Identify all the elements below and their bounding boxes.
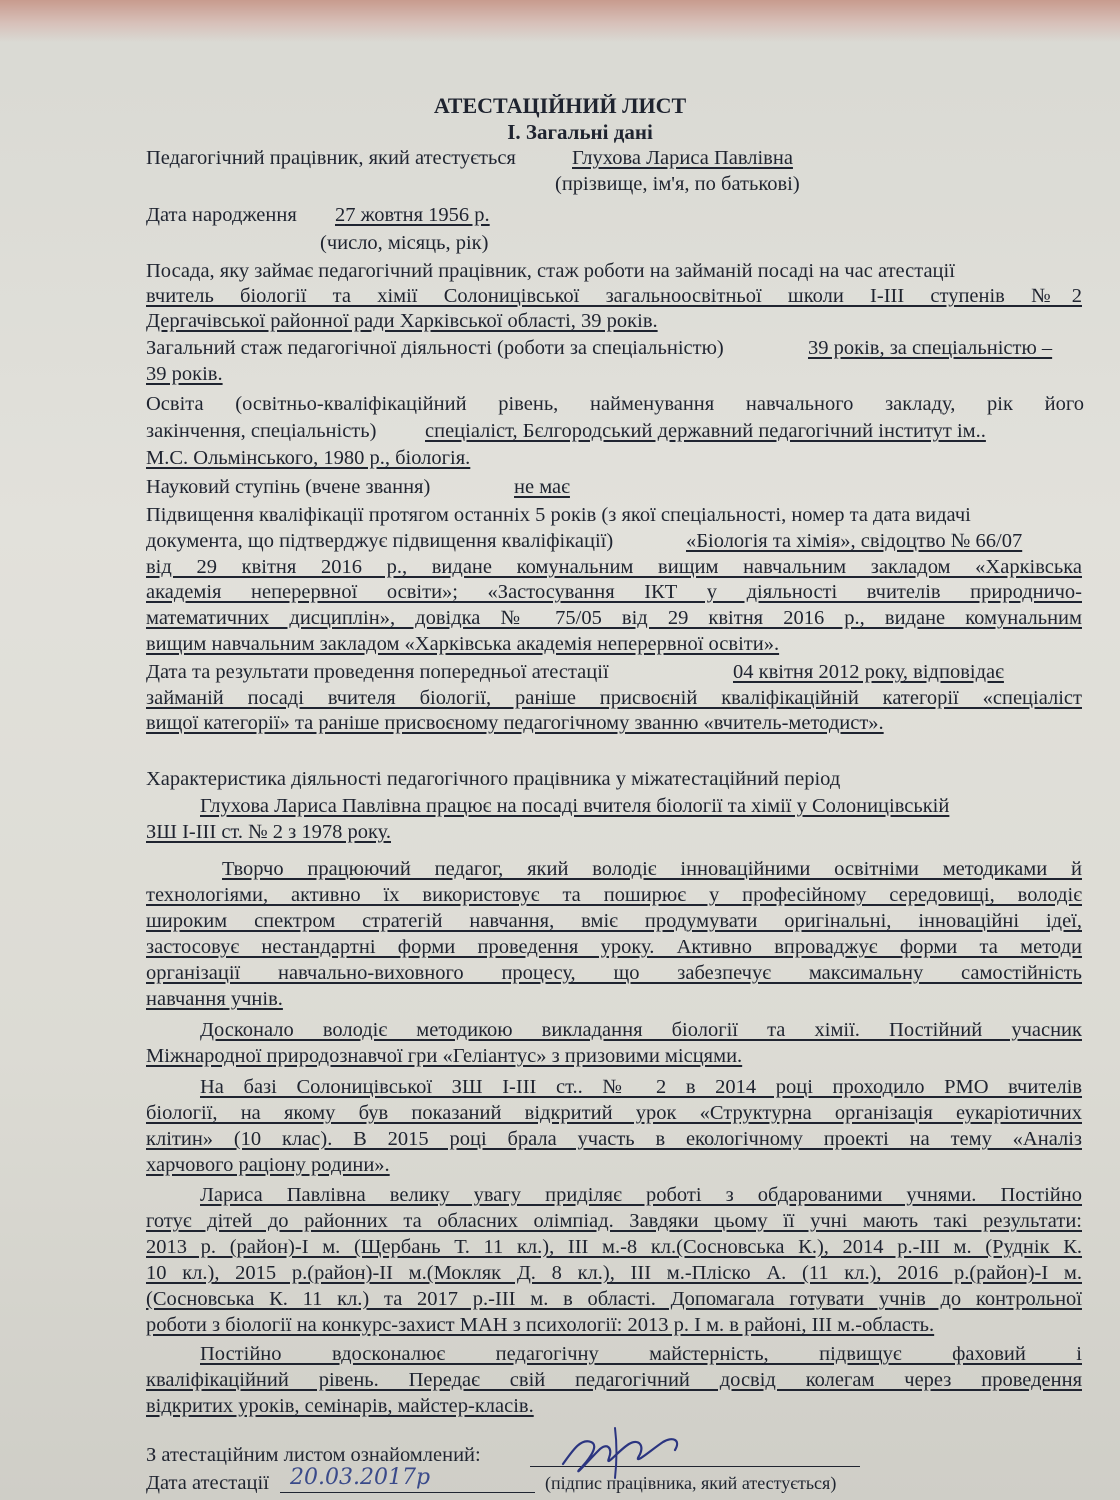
training-line-5: математичних дисциплін», довідка № 75/05 від 29 квітня 2016 р., видане комунальним [146, 607, 1082, 629]
characteristic-p1-line-2: ЗШ І-ІІІ ст. № 2 з 1978 року. [146, 821, 391, 843]
characteristic-p2-line-3: широким спектром стратегій навчання, вміє продумувати оригінальні, інноваційні ідеї, [146, 910, 1082, 932]
education-value-2: М.С. Ольмінського, 1980 р., біологія. [146, 447, 471, 469]
acknowledged-label: З атестаційним листом ознайомлений: [146, 1444, 481, 1466]
worker-name: Глухова Лариса Павлівна [572, 147, 793, 169]
characteristic-p6-line-1: Постійно вдосконалює педагогічну майстерність, підвищує фаховий і [200, 1343, 1082, 1365]
worker-label: Педагогічний працівник, який атестується [146, 147, 516, 169]
prev-attestation-date: 04 квітня 2012 року, відповідає [733, 661, 1004, 683]
signature-hint: (підпис працівника, який атестується) [545, 1473, 837, 1493]
experience-value-2: 39 років. [146, 363, 223, 385]
characteristic-p2-line-4: застосовує нестандартні форми проведення уроку. Активно впроваджує форми та методи [146, 936, 1082, 958]
characteristic-p6-line-2: кваліфікаційний рівень. Передає свій педагогічний досвід колегам через проведення [146, 1369, 1082, 1391]
training-line-2a: документа, що підтверджує підвищення кваліфікації) [146, 530, 614, 552]
characteristic-p5-line-3: 2013 р. (район)-І м. (Щербань Т. 11 кл.), ІІІ м.-8 кл.(Сосновська К.), 2014 р.-ІІІ м. (Руднік К. [146, 1236, 1082, 1258]
document-title: АТЕСТАЦІЙНИЙ ЛИСТ [433, 93, 687, 118]
section-heading: І. Загальні дані [507, 120, 653, 144]
birth-value: 27 жовтня 1956 р. [335, 204, 490, 226]
characteristic-p6-line-3: відкритих уроків, семінарів, майстер-класів. [146, 1395, 534, 1417]
characteristic-p4-line-4: харчового раціону родини». [146, 1154, 390, 1176]
characteristic-p3-line-2: Міжнародної природознавчої гри «Геліантус» з призовими місцями. [146, 1045, 743, 1067]
training-line-1: Підвищення кваліфікації протягом останніх 5 років (з якої спеціальності, номер та дата видачі [146, 504, 971, 526]
date-line [280, 1492, 535, 1493]
prev-attestation-label: Дата та результати проведення попередньої атестації [146, 661, 609, 683]
position-value-1: вчитель біології та хімії Солоницівської загальноосвітньої школи І-ІІІ ступенів №2 [146, 285, 1082, 307]
degree-value: не має [514, 476, 570, 498]
education-label-2: закінчення, спеціальність) [146, 420, 377, 442]
characteristic-p2-line-6: навчання учнів. [146, 988, 283, 1010]
attestation-date-value: 20.03.2017р [290, 1465, 431, 1490]
birth-label: Дата народження [146, 204, 297, 226]
training-line-3: від 29 квітня 2016 р., видане комунальним вищим навчальним закладом «Харківська [146, 556, 1082, 578]
characteristic-p4-line-1: На базі Солоницівської ЗШ І-ІІІ ст.. № 2 в 2014 році проходило РМО вчителів [200, 1076, 1082, 1098]
characteristic-p5-line-1: Лариса Павлівна велику увагу приділяє роботі з обдарованими учнями. Постійно [200, 1184, 1082, 1206]
attestation-date-label: Дата атестації [146, 1472, 269, 1494]
degree-label: Науковий ступінь (вчене звання) [146, 476, 431, 498]
background-strip [0, 0, 1120, 42]
characteristic-p4-line-2: біології, на якому був показаний відкритий урок «Структурна організація еукаріотичних [146, 1102, 1082, 1124]
characteristic-p3-line-1: Досконало володіє методикою викладання біології та хімії. Постійний учасник [200, 1019, 1082, 1041]
characteristic-p2-line-2: технологіями, активно їх використовує та поширює у професійному середовищі, володіє [146, 884, 1082, 906]
characteristic-heading: Характеристика діяльності педагогічного працівника у міжатестаційний період [146, 768, 841, 790]
characteristic-p1-line-1: Глухова Лариса Павлівна працює на посаді вчителя біології та хімії у Солоницівській [200, 795, 950, 817]
prev-attestation-line-2: займаній посаді вчителя біології, раніше присвоєній кваліфікаційній категорії «спеціаліст [146, 687, 1082, 709]
prev-attestation-line-3: вищої категорії» та раніше присвоєному педагогічному званню «вчитель-методист». [146, 712, 884, 734]
position-value-2: Дергачівської районної ради Харківської області, 39 років. [146, 310, 658, 332]
education-label-1: Освіта (освітньо-кваліфікаційний рівень, найменування навчального закладу, рік його [146, 393, 1084, 415]
characteristic-p4-line-3: клітин» (10 клас). В 2015 році брала участь в екологічному проекті на тему «Аналіз [146, 1128, 1082, 1150]
characteristic-p2-line-5: організації навчально-виховного процесу, що забезпечує максимальну самостійність [146, 962, 1082, 984]
worker-hint: (прізвище, ім'я, по батькові) [555, 173, 800, 195]
characteristic-p2-line-1: Творчо працюючий педагог, який володіє інноваційними освітніми методиками й [222, 858, 1082, 880]
characteristic-p5-line-6: роботи з біології на конкурс-захист МАН з психології: 2013 р. І м. в районі, ІІІ м.-область. [146, 1314, 935, 1336]
education-value-1: спеціаліст, Бєлгородський державний педагогічний інститут ім.. [425, 420, 986, 442]
experience-value-1: 39 років, за спеціальністю – [808, 337, 1053, 359]
experience-label: Загальний стаж педагогічної діяльності (роботи за спеціальністю) [146, 337, 724, 359]
training-line-4: академія неперервної освіти»; «Застосування ІКТ у діяльності вчителів природничо- [146, 581, 1082, 603]
characteristic-p5-line-2: готує дітей до районних та обласних олімпіад. Завдяки цьому її учні мають такі результати: [146, 1210, 1082, 1232]
characteristic-p5-line-5: (Сосновська К. 11 кл.) та 2017 р.-ІІІ м. в області. Допомагала готувати учнів до контрольної [146, 1288, 1082, 1310]
characteristic-p5-line-4: 10 кл.), 2015 р.(район)-ІІ м.(Мокляк Д. 8 кл.), ІІІ м.-Пліско А. (11 кл.), 2016 р.(район)-І м. [146, 1262, 1082, 1284]
training-line-2b: «Біологія та хімія», свідоцтво № 66/07 [686, 530, 1023, 552]
training-line-6: вищим навчальним закладом «Харківська академія неперервної освіти». [146, 633, 780, 655]
position-label: Посада, яку займає педагогічний працівник, стаж роботи на займаній посаді на час атестації [146, 260, 955, 282]
birth-hint: (число, місяць, рік) [320, 232, 489, 254]
